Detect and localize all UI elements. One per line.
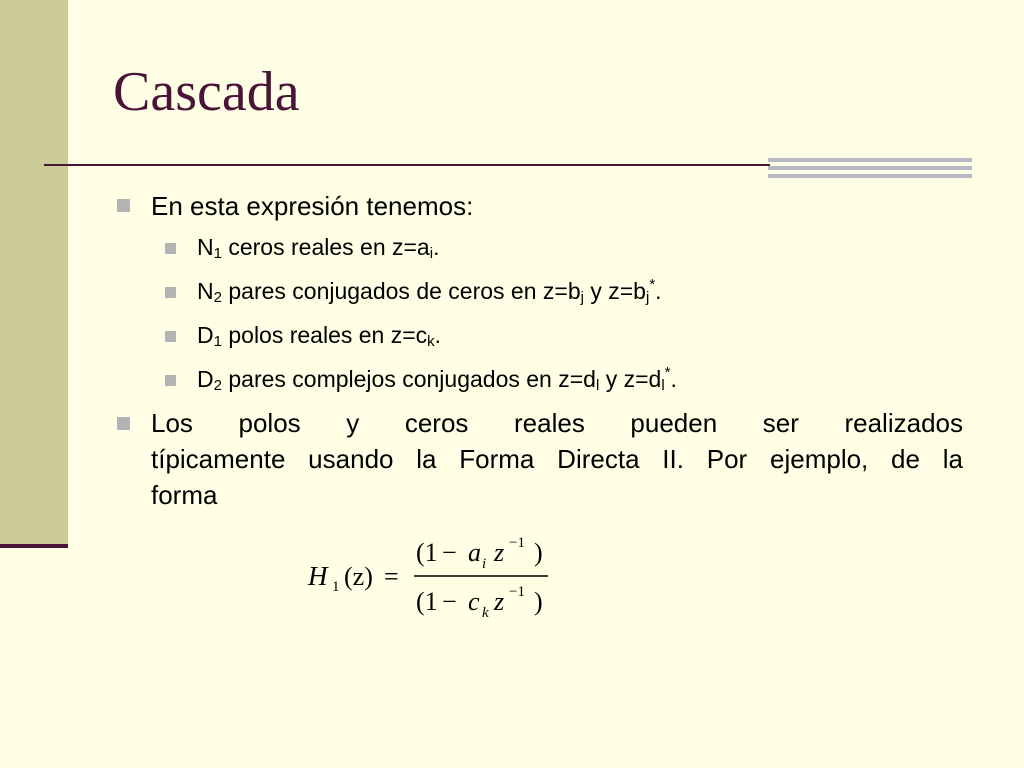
transfer-function-formula <box>300 528 560 628</box>
subscript: j <box>645 289 650 306</box>
formula-den-open: (1 <box>416 587 438 616</box>
slide-title: Cascada <box>113 61 300 123</box>
subscript: l <box>595 377 600 394</box>
formula-den-exp: −1 <box>509 584 525 600</box>
accent-stripe <box>768 174 972 178</box>
title-rule <box>44 164 770 166</box>
bullet-square-icon <box>117 417 130 430</box>
subscript: k <box>427 333 435 350</box>
sub-bullet-text: D <box>197 322 214 348</box>
sub-bullet-d2 <box>197 365 677 393</box>
sub-bullet-text: . <box>670 366 677 392</box>
sub-bullet-text: N <box>197 278 214 304</box>
formula-num-minus: − <box>442 538 457 567</box>
formula-den-c: c <box>468 587 480 616</box>
sub-bullet-text: y z=b <box>583 278 646 304</box>
formula-num-exp: −1 <box>509 535 525 551</box>
sub-bullet-n2 <box>197 277 662 305</box>
subscript: 1 <box>213 333 222 350</box>
formula-num-z: z <box>494 538 505 567</box>
formula-den-close: ) <box>534 587 543 616</box>
sub-bullet-text: . <box>433 234 440 260</box>
formula-num-a-sub: i <box>482 556 487 572</box>
subscript: 2 <box>213 377 222 394</box>
bullet-square-icon <box>117 199 130 212</box>
subscript: i <box>429 245 434 262</box>
sub-bullet-text: pares conjugados de ceros en z=b <box>221 278 581 304</box>
accent-stripe <box>768 158 972 162</box>
formula-num-open: (1 <box>416 538 438 567</box>
left-decor-bar <box>0 0 68 545</box>
sub-bullet-text: N <box>197 234 214 260</box>
paragraph-line: Los polos y ceros reales pueden ser realizados <box>151 408 963 438</box>
sub-bullet-text: . <box>655 278 662 304</box>
accent-stripe <box>768 166 972 170</box>
formula-num-close: ) <box>534 538 543 567</box>
superscript: * <box>649 276 656 293</box>
sub-bullet-text: pares complejos conjugados en z=d <box>221 366 596 392</box>
sub-bullet-text: polos reales en z=c <box>221 322 428 348</box>
paragraph-line: forma <box>151 480 218 510</box>
bullet-square-icon <box>165 287 176 298</box>
sub-bullet-text: ceros reales en z=a <box>221 234 430 260</box>
subscript: 1 <box>213 245 222 262</box>
paragraph-line: típicamente usando la Forma Directa II. Por ejemplo, de la <box>151 444 963 474</box>
formula-lhs-sub: 1 <box>332 579 340 595</box>
formula-den-c-sub: k <box>482 605 489 621</box>
formula-num-a: a <box>468 538 481 567</box>
sub-bullet-text: . <box>434 322 442 348</box>
formula-lhs-arg: (z) <box>344 562 373 591</box>
subscript: 2 <box>213 289 222 306</box>
subscript: j <box>580 289 584 306</box>
bullet-square-icon <box>165 375 176 386</box>
accent-stripes <box>768 158 972 178</box>
formula-den-z: z <box>494 587 505 616</box>
bullet-intro: En esta expresión tenemos: <box>151 191 474 221</box>
formula-den-minus: − <box>442 587 457 616</box>
sub-bullet-n1 <box>197 233 439 261</box>
sub-bullet-text: y z=d <box>599 366 662 392</box>
left-decor-underline <box>0 544 68 548</box>
bullet-square-icon <box>165 243 176 254</box>
superscript: * <box>664 364 671 381</box>
sub-bullet-d1 <box>197 321 441 349</box>
subscript: l <box>661 377 665 394</box>
formula-equals: = <box>384 562 399 591</box>
bullet-square-icon <box>165 331 176 342</box>
bullet-paragraph <box>151 405 963 513</box>
formula-lhs-H: H <box>308 561 328 591</box>
sub-bullet-text: D <box>197 366 214 392</box>
